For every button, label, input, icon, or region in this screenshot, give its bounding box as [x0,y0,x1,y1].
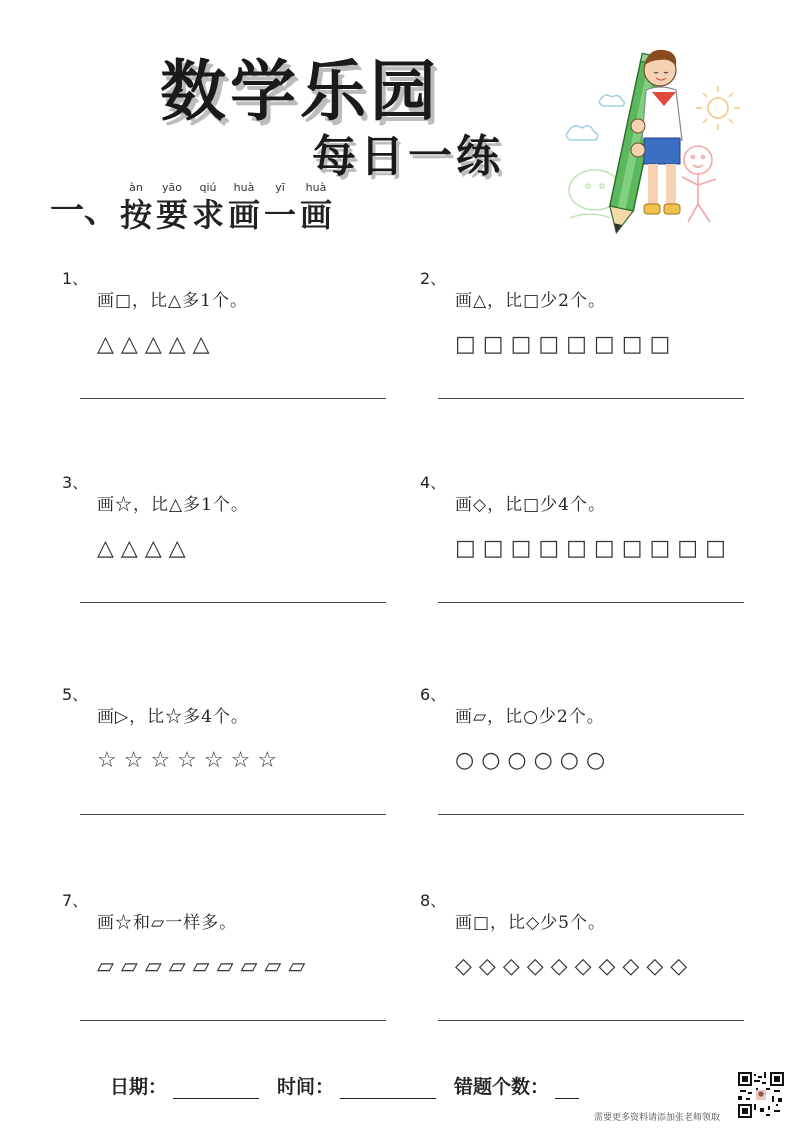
time-field[interactable] [340,1077,436,1099]
section-number: 一、 [50,191,118,231]
qr-code-icon [738,1072,784,1118]
section-title [118,180,334,234]
hanzi: 求 [191,196,224,234]
problem-5 [62,682,392,852]
problem-text: 画□，比△多1个。 [97,291,248,311]
problem-shapes: □□□□□□□□□□ [455,536,733,561]
hanzi: 按 [119,196,152,234]
errors-field[interactable] [555,1077,579,1099]
problem-6 [420,682,750,852]
section-heading [50,180,334,234]
answer-line[interactable] [80,398,386,399]
hanzi: 画 [227,196,260,234]
problem-number: 1、 [62,269,89,288]
problem-number: 2、 [420,269,447,288]
answer-line[interactable] [80,1020,386,1021]
problem-shapes: ◇◇◇◇◇◇◇◇◇◇ [455,954,695,979]
problem-shapes: ▱▱▱▱▱▱▱▱▱ [97,954,313,979]
problem-text: 画☆，比△多1个。 [97,495,249,515]
problem-number: 6、 [420,685,447,704]
answer-line[interactable] [438,602,744,603]
problem-shapes: △△△△△ [97,332,217,357]
pinyin: qiú [199,181,217,194]
ruby-char [226,180,262,234]
footer [110,1072,597,1099]
problem-8 [420,888,750,1058]
page-subtitle: 每日一练 [312,131,504,182]
answer-line[interactable] [438,1020,744,1021]
ruby-char [262,180,298,234]
problem-text: 画▱，比○少2个。 [455,707,605,727]
hanzi: 画 [299,196,332,234]
ruby-char [154,180,190,234]
problem-shapes: □□□□□□□□ [455,332,678,357]
hanzi: 一 [263,196,296,234]
problem-number: 5、 [62,685,89,704]
date-label: 日期： [110,1076,168,1098]
ruby-char [298,180,334,234]
ruby-char [118,180,154,234]
problem-number: 7、 [62,891,89,910]
problem-number: 8、 [420,891,447,910]
date-field[interactable] [173,1077,259,1099]
problem-text: 画▷，比☆多4个。 [97,707,249,727]
pinyin: yī [275,181,285,194]
answer-line[interactable] [438,398,744,399]
hanzi: 要 [155,196,188,234]
problem-number: 4、 [420,473,447,492]
problem-text: 画□，比◇少5个。 [455,913,606,933]
problem-4 [420,470,750,640]
problem-shapes: ☆☆☆☆☆☆☆ [97,748,285,773]
problem-1 [62,266,392,436]
problem-text: 画◇，比□少4个。 [455,495,606,515]
problem-7 [62,888,392,1058]
errors-label: 错题个数： [454,1076,550,1098]
problem-number: 3、 [62,473,89,492]
answer-line[interactable] [438,814,744,815]
page-title: 数学乐园 [160,53,440,130]
problem-text: 画☆和▱一样多。 [97,913,238,933]
problem-3 [62,470,392,640]
boy-holding-pencil-icon [560,40,740,235]
pinyin: àn [129,181,143,194]
time-label: 时间： [277,1076,335,1098]
problem-shapes: △△△△ [97,536,193,561]
footer-note: 需要更多资料请添加张老师领取 [594,1113,721,1123]
ruby-char [190,180,226,234]
answer-line[interactable] [80,814,386,815]
pinyin: huà [233,181,255,194]
answer-line[interactable] [80,602,386,603]
pinyin: yāo [162,181,182,194]
problem-shapes: ○○○○○○ [455,748,613,773]
pinyin: huà [305,181,327,194]
problem-2 [420,266,750,436]
problem-text: 画△，比□少2个。 [455,291,606,311]
